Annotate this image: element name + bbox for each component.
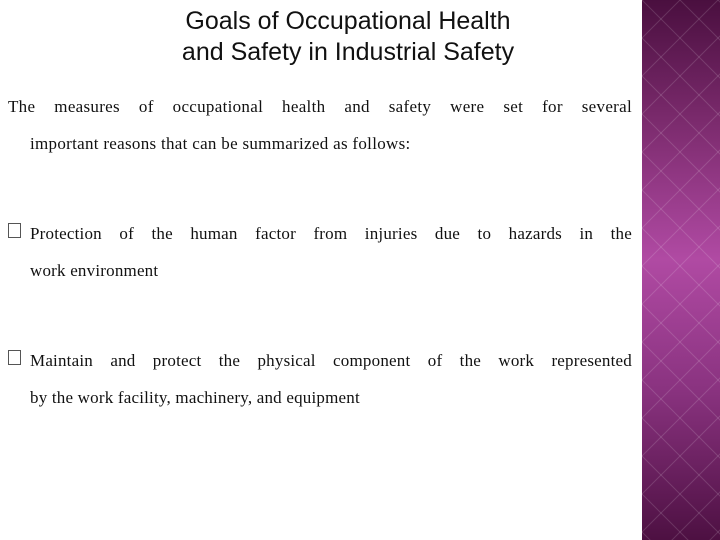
diamond-shape xyxy=(642,323,680,361)
diamond-shape xyxy=(642,57,680,95)
checkbox-bullet-icon xyxy=(8,223,21,238)
diamond-shape xyxy=(680,247,718,285)
diamond-shape xyxy=(680,171,718,209)
diamond-shape xyxy=(642,133,680,171)
diamond-shape xyxy=(642,247,680,285)
diamond-shape xyxy=(642,171,680,209)
title-line-2: and Safety in Industrial Safety xyxy=(181,38,515,66)
diamond-shape xyxy=(680,133,718,171)
diamond-shape xyxy=(680,475,718,513)
diamond-shape xyxy=(642,209,680,247)
diamond-shape xyxy=(680,95,718,133)
diamond-shape xyxy=(642,95,680,133)
diamond-shape xyxy=(642,437,680,475)
title-line-1: Goals of Occupational Health xyxy=(185,7,511,35)
diamond-shape xyxy=(680,513,718,540)
diamond-shape xyxy=(642,19,680,57)
intro-line-1: The measures of occupational health and safety were set for several xyxy=(8,97,632,116)
diamond-shape xyxy=(642,513,680,540)
intro-line-2: important reasons that can be summarized as follows: xyxy=(30,134,411,153)
slide-title xyxy=(60,6,636,68)
decorative-side-panel xyxy=(642,0,720,540)
diamond-shape xyxy=(642,475,680,513)
intro-paragraph xyxy=(8,90,632,164)
diamond-shape xyxy=(642,0,680,19)
diamond-shape xyxy=(680,437,718,475)
bullet-text-line-1: Protection of the human factor from injuries due to hazards in the xyxy=(30,224,632,243)
bullet-item-protection xyxy=(8,215,632,290)
bullet-text-line-1: Maintain and protect the physical component of the work represented xyxy=(30,351,632,370)
bullet-item-maintain xyxy=(8,342,632,417)
diamond-shape xyxy=(680,0,718,19)
bullet-text-line-2: by the work facility, machinery, and equipment xyxy=(30,388,360,407)
diamond-shape xyxy=(642,399,680,437)
bullet-text-line-2: work environment xyxy=(30,261,159,280)
diamond-shape xyxy=(680,323,718,361)
diamond-shape xyxy=(680,399,718,437)
checkbox-bullet-icon xyxy=(8,350,21,365)
diamond-shape xyxy=(642,285,680,323)
diamond-pattern xyxy=(642,0,720,540)
diamond-shape xyxy=(680,361,718,399)
diamond-shape xyxy=(642,361,680,399)
diamond-shape xyxy=(680,209,718,247)
diamond-shape xyxy=(680,57,718,95)
diamond-shape xyxy=(680,285,718,323)
diamond-shape xyxy=(680,19,718,57)
